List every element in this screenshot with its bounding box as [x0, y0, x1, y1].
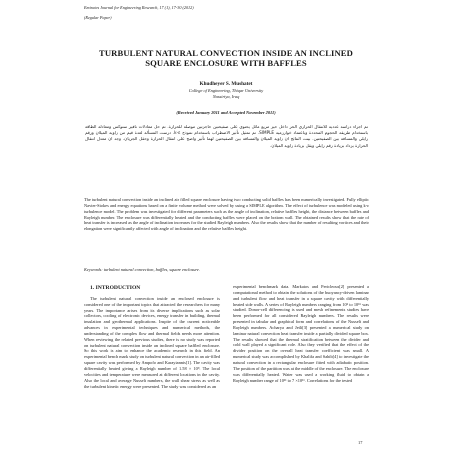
received-dates: (Received January 2011 and Accepted November 2011) — [176, 110, 276, 115]
keywords: Keywords: turbulent natural convection, baffles, square enclosure. — [84, 267, 200, 272]
body-paragraph: The turbulent natural convection inside an enclosed enclosure is considered one of the important topics that attracted the researchers for many years. The importance arises from its diverse implications such as solar collectors, cooling of electronic devices, energy transfer in building, thermal insulation and geothermal applications. Inspite of the current noticeable advances in experimental techniques and numerical methods, the understanding of the complex flow and thermal fields needs more attention. When reviewing the related previous studies, there is no study was reported on turbulent natural convection inside an inclined square baffled enclosure. So this work is aim to enhance the academic research in this field. An experimental bench mark study on turbulent natural convection in an air-filled square cavity was performed by Ampofo and Karayiannis[1]. The cavity was differentially heated giving a Rayleigh number of 1.58 × 10⁹. The local velocities and temperature were measured at different locations in the cavity. Also the local and average Nusselt numbers, the wall shear stress as well as the turbulent kinetic energy were presented. The study was considered as an — [84, 295, 220, 389]
page-number: 17 — [358, 440, 363, 445]
author-location: Nassiriya, Iraq — [212, 93, 240, 99]
paper-type: (Regular Paper) — [84, 15, 112, 20]
author-name: Khudheyer S. Mushatet — [199, 81, 253, 87]
english-abstract: The turbulent natural convection inside an inclined air filled square enclosure having two conducting solid baffles has been numerically investigated. Fully elliptic Navier-Stokes and energy equations based on a finite volume method were solved by using a SIMPLE algorithm. The effect of turbulence was modeled using k-ε turbulence model. The problem was investigated for different parameters such as the angle of inclination, relative baffles height, the distance between baffles and Rayleigh number. The enclosure was differentially heated and the conducting baffles were placed on the bottom wall. The obtained results show that the rate of heat transfer is increased as the angle of inclination increases for the studied Rayleigh numbers. Also the results show that the number of resulting vortices and their elongation were significantly affected with angle of inclination and the relative baffles height. — [84, 197, 369, 232]
right-column — [233, 284, 369, 383]
paper-title: TURBULENT NATURAL CONVECTION INSIDE AN INCLINED SQUARE ENCLOSURE WITH BAFFLES — [99, 48, 353, 68]
arabic-abstract: تم اجراء دراسة عددية للانتقال الحراري الحر داخل حيز مربع مائل يحتوي على صفيحتين حاجزتين موصلة للحرارة. تم حل معادلات نافير ستوكس ومعادلة الطاقة باستخدام طريقة الحجوم المحددة وباعتماد خوارزمية SIMPLE. تم تمثيل تأثير الاضطراب باستخدام نموذج k-ε. درست المسألة لعدة قيم من زاوية الميلان ورقم رايلي والمسافة بين الصفيحتين. بينت النتائج ان زاوية الميلان والمسافة بين الصفيحتين لهما تأثير واضح على انتقال الحرارة وحقل الجريان. وجد ان معدل انتقال الحرارة يزداد بزيادة رقم رايلي ويقل بزيادة زاوية الميلان. — [85, 124, 369, 148]
author-affiliation: College of Engineering, Thiqar University — [188, 87, 264, 93]
author-block — [120, 82, 332, 99]
section-heading-introduction: 1. INTRODUCTION — [90, 285, 141, 291]
journal-header: Emirates Journal for Engineering Research, 17 (1), 17-30 (2012) — [84, 5, 194, 10]
body-paragraph: experimental benchmark data. Markatos and Pericleous[2] presented a computational method to obtain the solutions of the buoyancy-driven laminar and turbulent flow and heat transfer in a square cavity with differentially heated side walls. A series of Rayleigh numbers ranging from 10³ to 10¹⁶ was studied. Donor-cell differencing is used and mesh refinements studies have been performed for all considered Rayleigh numbers. The results were presented in tabular and graphical form and correlations of the Nusselt and Rayleigh numbers. Acharya and Jetli[3] presented a numerical study on laminar natural convection heat transfer inside a partially divided square box. The results showed that the thermal stratification between the divider and cold wall played a significant role. Also they verified that the effect of the divider position on the overall heat transfer coefficient was small. A numerical study was accomplished by Khalifa and Sahib[4] to investigate the natural convection in a rectangular enclosure fitted with adiabatic position. The position of the partition was at the middle of the enclosure. The enclosure was differentially heated. Water was used a working fluid to obtain a Rayleigh number range of 10¹¹ to 7 ×10¹¹. Correlations for the tested — [233, 284, 369, 383]
left-column — [84, 284, 220, 389]
